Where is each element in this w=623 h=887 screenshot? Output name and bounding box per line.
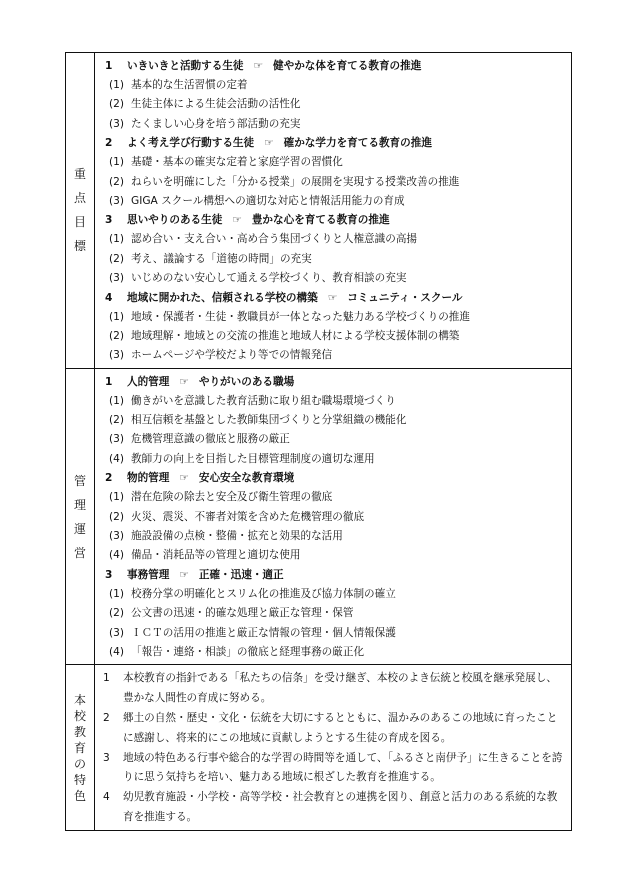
list-item: (4) 教師力の向上を目指した目標管理制度の適切な運用 bbox=[109, 452, 375, 465]
list-item: (3) たくましい心身を培う部活動の充実 bbox=[109, 117, 301, 130]
section-label-cell bbox=[66, 368, 95, 665]
list-item: (1) 潜在危険の除去と安全及び衛生管理の徹底 bbox=[109, 491, 333, 504]
list-item: (2) 火災、震災、不審者対策を含めた危機管理の徹底 bbox=[109, 510, 365, 523]
list-item: (2) 相互信頼を基盤とした教師集団づくりと分掌組織の機能化 bbox=[109, 414, 407, 427]
list-item: (4) 「報告・連絡・相談」の徹底と経理事務の厳正化 bbox=[109, 645, 365, 658]
section-school-features bbox=[66, 665, 572, 830]
section-label: 本 校 教 育 の 特 色 bbox=[73, 692, 86, 803]
group-title: 1 いきいきと活動する生徒 ☞ 健やかな体を育てる教育の推進 bbox=[105, 60, 422, 72]
list-item: (1) 校務分掌の明確化とスリム化の推進及び協力体制の確立 bbox=[109, 587, 396, 600]
list-item: (2) ねらいを明確にした「分かる授業」の展開を実現する授業改善の推進 bbox=[109, 175, 460, 188]
section-label: 重 点 目 標 bbox=[73, 167, 86, 254]
section-content bbox=[95, 53, 572, 369]
feature-item: 1 本校教育の指針である「私たちの信条」を受け継ぎ、本校のよき伝統と校風を継承発展し、豊かな人間性の育成に努める。 bbox=[103, 672, 557, 705]
list-item: (2) 生徒主体による生徒会活動の活性化 bbox=[109, 98, 301, 111]
section-content bbox=[95, 368, 572, 665]
group-title: 1 人的管理 ☞ やりがいのある職場 bbox=[105, 375, 295, 388]
list-item: (1) 基礎・基本の確実な定着と家庭学習の習慣化 bbox=[109, 156, 343, 169]
group-title: 2 よく考え学び行動する生徒 ☞ 確かな学力を育てる教育の推進 bbox=[105, 137, 432, 150]
list-item: (3) いじめのない安心して通える学校づくり、教育相談の充実 bbox=[109, 272, 407, 285]
list-item: (2) 地域理解・地域との交流の推進と地域人材による学校支援体制の構築 bbox=[109, 329, 460, 342]
list-item: (3) 危機管理意識の徹底と服務の厳正 bbox=[109, 433, 290, 446]
section-content bbox=[95, 665, 572, 830]
group-title: 3 事務管理 ☞ 正確・迅速・適正 bbox=[105, 568, 284, 581]
section-label: 管 理 運 営 bbox=[73, 473, 86, 560]
list-item: (3) 施設設備の点検・整備・拡充と効果的な活用 bbox=[109, 530, 343, 543]
group-title: 2 物的管理 ☞ 安心安全な教育環境 bbox=[105, 472, 295, 485]
feature-item: 3 地域の特色ある行事や総合的な学習の時間等を通して、「ふるさと南伊予」に生きることを誇りに思う気持ちを培い、魅力ある地域に根ざした教育を推進する。 bbox=[103, 751, 563, 784]
feature-item: 2 郷土の自然・歴史・文化・伝統を大切にするとともに、温かみのあるこの地域に育ったことに感謝し、将来的にこの地域に貢献しようとする生徒の育成を図る。 bbox=[103, 711, 558, 744]
list-item: (1) 基本的な生活習慣の定着 bbox=[109, 79, 248, 91]
list-item: (3) GIGA スクール構想への適切な対応と情報活用能力の育成 bbox=[109, 194, 405, 207]
section-label-cell bbox=[66, 665, 95, 830]
group-title: 4 地域に開かれた、信頼される学校の構築 ☞ コミュニティ・スクール bbox=[105, 291, 463, 304]
list-item: (3) ホームページや学校だより等での情報発信 bbox=[109, 349, 333, 362]
section-label-cell bbox=[66, 53, 95, 369]
group-title: 3 思いやりのある生徒 ☞ 豊かな心を育てる教育の推進 bbox=[105, 214, 390, 227]
section-management bbox=[66, 368, 572, 665]
list-item: (3) ＩＣＴの活用の推進と厳正な情報の管理・個人情報保護 bbox=[109, 626, 396, 639]
list-item: (1) 地域・保護者・生徒・教職員が一体となった魅力ある学校づくりの推進 bbox=[109, 310, 470, 323]
section-priority-goals bbox=[66, 53, 572, 369]
education-plan-table bbox=[65, 52, 572, 831]
list-item: (2) 公文書の迅速・的確な処理と厳正な管理・保管 bbox=[109, 607, 354, 620]
list-item: (1) 認め合い・支え合い・高め合う集団づくりと人権意識の高揚 bbox=[109, 233, 418, 246]
list-item: (4) 備品・消耗品等の管理と適切な使用 bbox=[109, 549, 301, 562]
list-item: (1) 働きがいを意識した教育活動に取り組む職場環境づくり bbox=[109, 394, 396, 407]
feature-item: 4 幼児教育施設・小学校・高等学校・社会教育との連携を図り、創意と活力のある系統的な教育を推進する。 bbox=[103, 791, 558, 823]
list-item: (2) 考え、議論する「道徳の時間」の充実 bbox=[109, 252, 312, 265]
